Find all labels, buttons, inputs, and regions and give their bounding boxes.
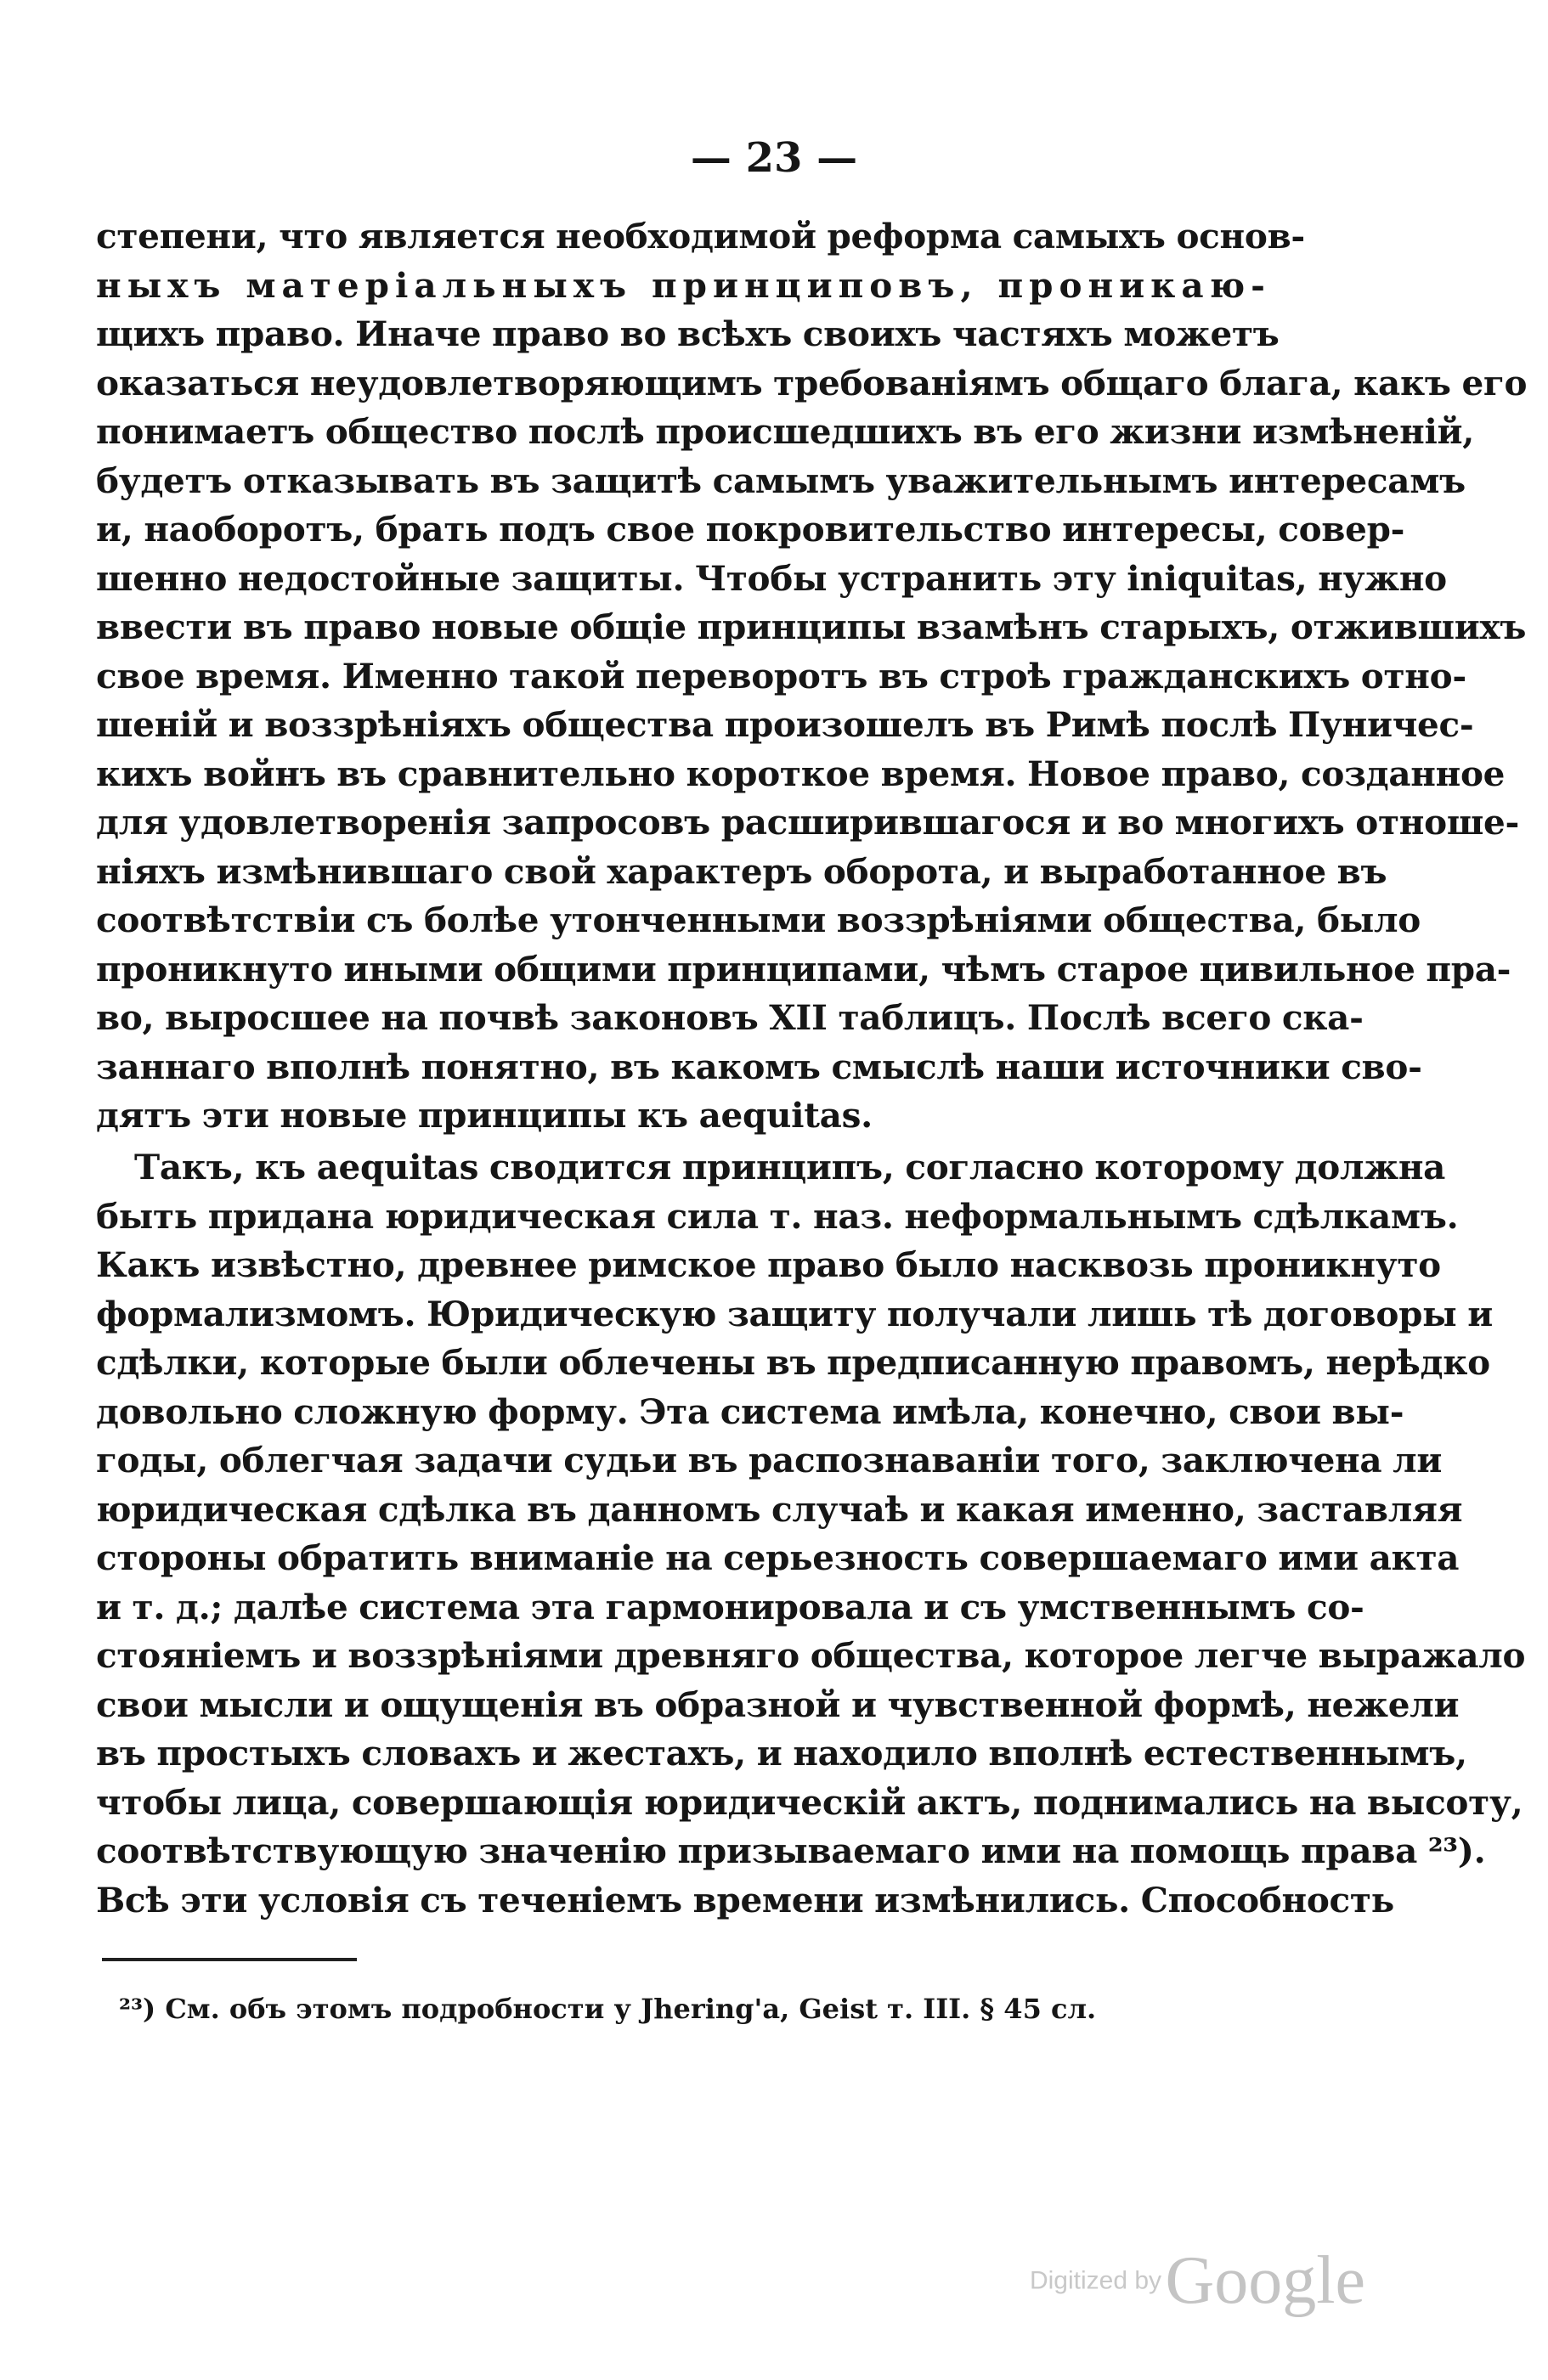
text-line: сдѣлки, которые были облечены въ предписанную правомъ, нерѣдко [96, 1342, 1490, 1383]
page-number: — 23 — [690, 134, 858, 182]
text-line: дятъ эти новые принципы къ aequitas. [96, 1095, 873, 1136]
text-line: во, выросшее на почвѣ законовъ XII таблицъ. Послѣ всего ска- [96, 997, 1364, 1038]
text-line: кихъ войнъ въ сравнительно короткое время. Новое право, созданное [96, 753, 1506, 794]
text-line: ввести въ право новые общіе принципы взамѣнъ старыхъ, отжившихъ [96, 606, 1527, 647]
text-line: чтобы лица, совершающія юридическій актъ, поднимались на высоту, [96, 1781, 1523, 1823]
text-line: свое время. Именно такой переворотъ въ строѣ гражданскихъ отно- [96, 655, 1466, 697]
text-line: оказаться неудовлетворяющимъ требованіямъ общаго блага, какъ его [96, 362, 1528, 403]
text-line: будетъ отказывать въ защитѣ самымъ уважительнымъ интересамъ [96, 460, 1466, 501]
text-line: понимаетъ общество послѣ происшедшихъ въ его жизни измѣненій, [96, 411, 1475, 452]
text-line: для удовлетворенія запросовъ расширившагося и во многихъ отноше- [96, 802, 1520, 843]
text-line: годы, облегчая задачи судьи въ распознаваніи того, заключена ли [96, 1440, 1443, 1480]
google-logo: Google [1165, 2243, 1365, 2318]
text-line: Какъ извѣстно, древнее римское право было насквозь проникнуто [96, 1244, 1441, 1285]
text-line: Всѣ эти условія съ теченіемъ времени измѣнились. Способность [96, 1879, 1394, 1920]
text-line: шеній и воззрѣніяхъ общества произошелъ въ Римѣ послѣ Пуничес- [96, 704, 1474, 745]
text-line: шенно недостойные защиты. Чтобы устранить эту iniquitas, нужно [96, 557, 1447, 599]
watermark-prefix: Digitized by [1029, 2266, 1162, 2295]
text-line: проникнуто иными общими принципами, чѣмъ старое цивильное пра- [96, 948, 1511, 990]
text-line: ныхъ матеріальныхъ принциповъ, проникаю- [96, 264, 1271, 306]
paragraph-2 [96, 1143, 1526, 1925]
text-line: юридическая сдѣлка въ данномъ случаѣ и какая именно, заставляя [96, 1488, 1463, 1530]
text-line: соотвѣтствующую значенію призываемаго ими на помощь права ²³). [96, 1830, 1486, 1871]
text-line: стороны обратить вниманіе на серьезность совершаемаго ими акта [96, 1537, 1460, 1578]
text-line: щихъ право. Иначе право во всѣхъ своихъ частяхъ можетъ [96, 313, 1280, 354]
text-line: и, наоборотъ, брать подъ свое покровительство интересы, совер- [96, 509, 1405, 550]
text-line: довольно сложную форму. Эта система имѣла, конечно, свои вы- [96, 1390, 1404, 1432]
text-line: въ простыхъ словахъ и жестахъ, и находило вполнѣ естественнымъ, [96, 1733, 1467, 1774]
text-line: свои мысли и ощущенія въ образной и чувственной формѣ, нежели [96, 1683, 1460, 1725]
text-line: степени, что является необходимой реформа самыхъ основ- [96, 216, 1305, 257]
footnote-rule [102, 1958, 357, 1961]
text-line: соотвѣтствіи съ болѣе утонченными воззрѣніями общества, было [96, 900, 1421, 940]
text-line: стояніемъ и воззрѣніями древняго общества, которое легче выражало [96, 1635, 1526, 1676]
text-line: Такъ, къ aequitas сводится принципъ, согласно которому должна [134, 1147, 1446, 1187]
text-line: быть придана юридическая сила т. наз. неформальнымъ сдѣлкамъ. [96, 1195, 1459, 1237]
text-line: ніяхъ измѣнившаго свой характеръ оборота, и выработанное въ [96, 850, 1387, 892]
digitized-watermark [1030, 2242, 1365, 2320]
text-line: и т. д.; далѣе система эта гармонировала и съ умственнымъ со- [96, 1586, 1364, 1627]
text-line: формализмомъ. Юридическую защиту получали лишь тѣ договоры и [96, 1293, 1493, 1334]
footnote: ²³) См. объ этомъ подробности у Jhering'a, Geist т. III. § 45 сл. [119, 1993, 1097, 2025]
text-line: заннаго вполнѣ понятно, въ какомъ смыслѣ наши источники сво- [96, 1046, 1422, 1087]
paragraph-1 [96, 212, 1528, 1141]
